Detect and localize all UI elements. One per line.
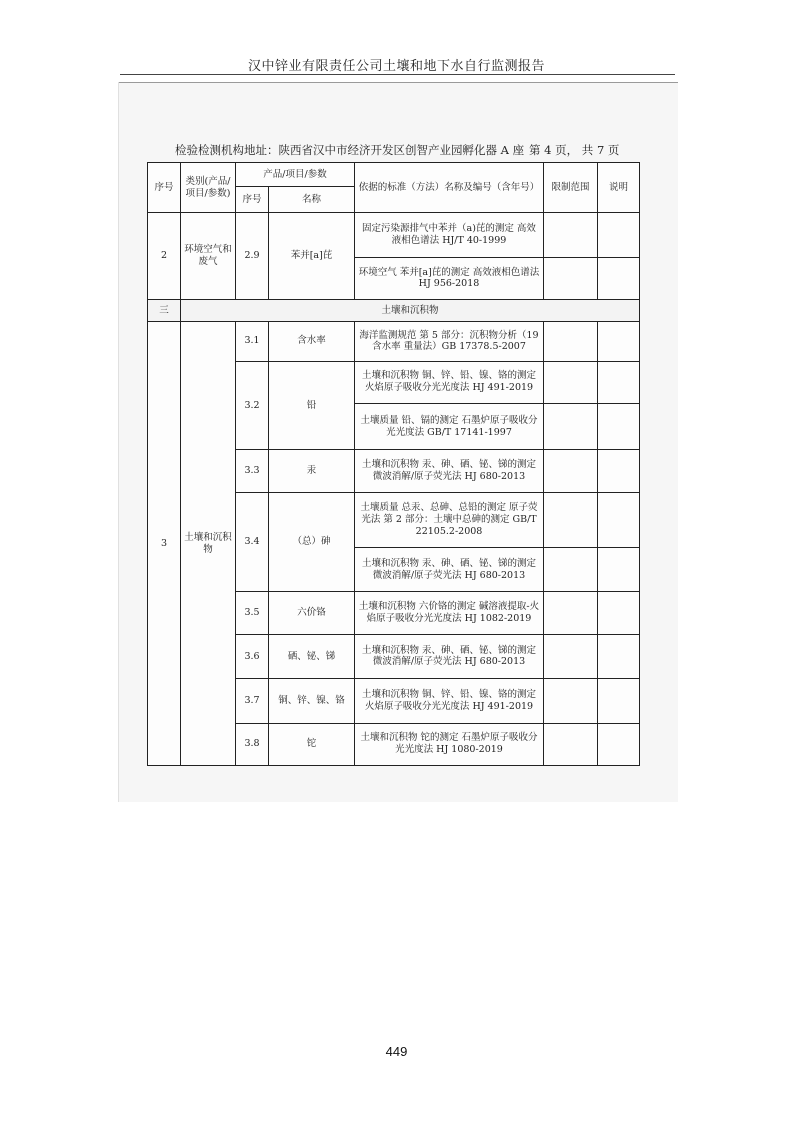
- standard-text: 环境空气 苯并[a]芘的测定 高效液相色谱法 HJ 956-2018: [355, 257, 544, 299]
- note-cell: [598, 634, 640, 678]
- group-category: 环境空气和废气: [181, 213, 236, 300]
- limit-cell: [544, 213, 598, 257]
- standard-text: 土壤和沉积物 汞、砷、硒、铋、锑的测定 微波消解/原子荧光法 HJ 680-2013: [355, 634, 544, 678]
- limit-cell: [544, 257, 598, 299]
- item-no: 3.2: [236, 361, 269, 450]
- header-note: 说明: [598, 163, 640, 213]
- header-rule: [120, 74, 675, 75]
- item-name: 汞: [269, 450, 355, 492]
- note-cell: [598, 322, 640, 361]
- section-row: [148, 300, 640, 322]
- standard-text: 土壤和沉积物 铜、锌、铅、镍、铬的测定 火焰原子吸收分光光度法 HJ 491-2019: [355, 679, 544, 723]
- note-cell: [598, 403, 640, 449]
- page-info: 第 4 页， 共 7 页: [529, 143, 620, 157]
- item-no: 3.3: [236, 450, 269, 492]
- item-no: 3.7: [236, 679, 269, 723]
- item-no: 3.6: [236, 634, 269, 678]
- header-category: 类别(产品/项目/参数): [181, 163, 236, 213]
- table-row: [148, 213, 640, 257]
- header-standard: 依据的标准（方法）名称及编号（含年号）: [355, 163, 544, 213]
- standard-text: 土壤质量 铅、镉的测定 石墨炉原子吸收分光光度法 GB/T 17141-1997: [355, 403, 544, 449]
- scan-border-left: [118, 82, 119, 802]
- group-seq: 2: [148, 213, 181, 300]
- item-no: 3.1: [236, 322, 269, 361]
- scan-border: [118, 82, 678, 83]
- standard-text: 土壤和沉积物 汞、砷、硒、铋、锑的测定 微波消解/原子荧光法 HJ 680-2013: [355, 450, 544, 492]
- limit-cell: [544, 403, 598, 449]
- item-no: 3.5: [236, 592, 269, 634]
- header-limit: 限制范围: [544, 163, 598, 213]
- limit-cell: [544, 450, 598, 492]
- standard-text: 土壤和沉积物 六价铬的测定 碱溶液提取-火焰原子吸收分光光度法 HJ 1082-2019: [355, 592, 544, 634]
- item-name: 铜、锌、镍、铬: [269, 679, 355, 723]
- lab-address: 检验检测机构地址：陕西省汉中市经济开发区创智产业园孵化器 A 座: [175, 143, 525, 157]
- item-name: 含水率: [269, 322, 355, 361]
- standard-text: 海洋监测规范 第 5 部分：沉积物分析（19 含水率 重量法）GB 17378.5-2007: [355, 322, 544, 361]
- note-cell: [598, 679, 640, 723]
- item-name: 铅: [269, 361, 355, 450]
- standard-text: 土壤和沉积物 汞、砷、硒、铋、锑的测定 微波消解/原子荧光法 HJ 680-2013: [355, 548, 544, 592]
- limit-cell: [544, 592, 598, 634]
- item-name: 苯并[a]芘: [269, 213, 355, 300]
- note-cell: [598, 213, 640, 257]
- section-title: 土壤和沉积物: [181, 300, 640, 322]
- limit-cell: [544, 548, 598, 592]
- page-number: 449: [385, 1044, 408, 1059]
- header-name: 名称: [269, 187, 355, 213]
- item-name: 六价铬: [269, 592, 355, 634]
- group-category: 土壤和沉积物: [181, 322, 236, 766]
- limit-cell: [544, 492, 598, 547]
- limit-cell: [544, 679, 598, 723]
- section-seq: 三: [148, 300, 181, 322]
- item-name: （总）砷: [269, 492, 355, 592]
- standard-text: 土壤质量 总汞、总砷、总铅的测定 原子荧光法 第 2 部分：土壤中总砷的测定 GB/T 22105.2-2008: [355, 492, 544, 547]
- item-no: 3.8: [236, 723, 269, 765]
- item-name: 硒、铋、锑: [269, 634, 355, 678]
- standard-text: 土壤和沉积物 铊的测定 石墨炉原子吸收分光光度法 HJ 1080-2019: [355, 723, 544, 765]
- table-row: [148, 322, 640, 361]
- note-cell: [598, 492, 640, 547]
- limit-cell: [544, 361, 598, 403]
- note-cell: [598, 450, 640, 492]
- item-no: 3.4: [236, 492, 269, 592]
- item-name: 铊: [269, 723, 355, 765]
- note-cell: [598, 361, 640, 403]
- header-product-group: 产品/项目/参数: [236, 163, 355, 187]
- accreditation-table: [147, 162, 640, 766]
- limit-cell: [544, 634, 598, 678]
- note-cell: [598, 723, 640, 765]
- group-seq: 3: [148, 322, 181, 766]
- note-cell: [598, 548, 640, 592]
- standard-text: 土壤和沉积物 铜、锌、铅、镍、铬的测定 火焰原子吸收分光光度法 HJ 491-2019: [355, 361, 544, 403]
- report-header: 汉中锌业有限责任公司土壤和地下水自行监测报告: [247, 59, 545, 74]
- note-cell: [598, 592, 640, 634]
- header-seq: 序号: [148, 163, 181, 213]
- header-sub-seq: 序号: [236, 187, 269, 213]
- limit-cell: [544, 322, 598, 361]
- note-cell: [598, 257, 640, 299]
- limit-cell: [544, 723, 598, 765]
- standard-text: 固定污染源排气中苯并（a)芘的测定 高效液相色谱法 HJ/T 40-1999: [355, 213, 544, 257]
- item-no: 2.9: [236, 213, 269, 300]
